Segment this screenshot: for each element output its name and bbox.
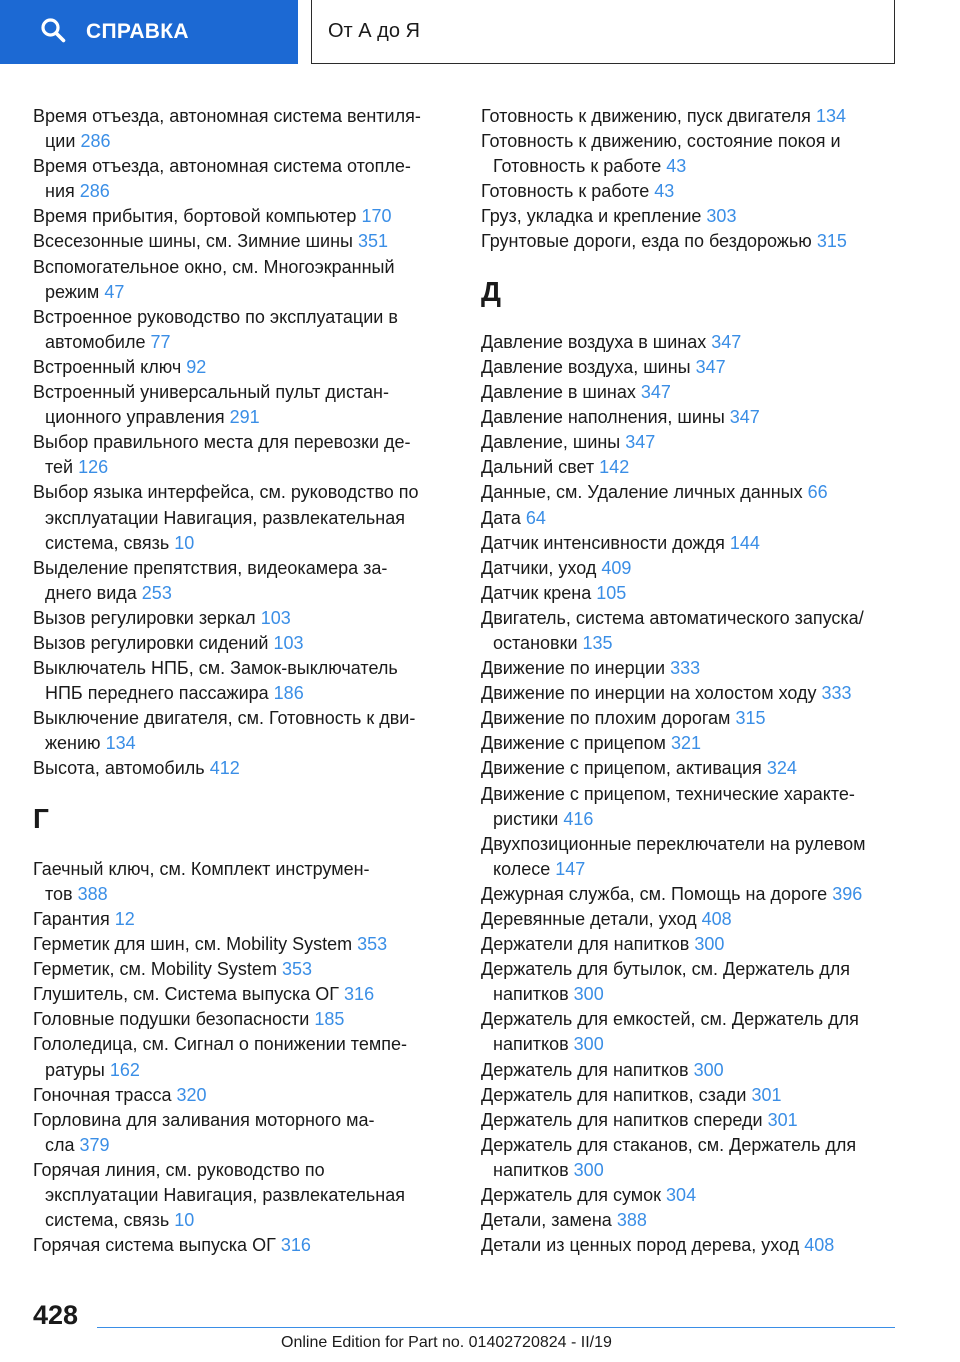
index-entry bbox=[481, 531, 901, 556]
index-entry bbox=[481, 129, 901, 179]
index-entry-text: Движение по инерции на холостом ходу bbox=[481, 683, 817, 704]
page-link[interactable]: 186 bbox=[273, 683, 304, 704]
index-entry-text: Деревянные детали, уход bbox=[481, 909, 697, 929]
index-entry-text: Готовность к работе bbox=[481, 181, 650, 202]
index-entry bbox=[481, 656, 901, 681]
page-link[interactable]: 64 bbox=[525, 507, 546, 528]
page-link[interactable]: 126 bbox=[78, 457, 109, 478]
index-entry bbox=[481, 229, 901, 254]
page-link[interactable]: 286 bbox=[79, 181, 110, 202]
page-link[interactable]: 142 bbox=[599, 457, 630, 478]
help-label: СПРАВКА bbox=[86, 20, 189, 43]
index-entry-text: Данные, см. Удаление личных данных bbox=[481, 482, 803, 503]
index-entry-text: Держатель для напитков bbox=[481, 1059, 689, 1080]
index-entry-text: Выключатель НПБ, см. Замок-выключатель bbox=[33, 658, 398, 679]
index-entry bbox=[33, 957, 443, 982]
index-entry bbox=[33, 857, 443, 907]
index-entry-text: Время прибытия, бортовой компьютер bbox=[33, 206, 357, 227]
index-entry-text: Датчик интенсивности дождя bbox=[481, 532, 725, 553]
index-entry bbox=[481, 832, 901, 882]
page-link[interactable]: 43 bbox=[666, 156, 687, 177]
index-entry bbox=[33, 1158, 443, 1233]
index-entry bbox=[33, 907, 443, 932]
index-entry-text: Детали, замена bbox=[481, 1210, 612, 1231]
index-entry-text: Выключение двигателя, см. Готовность к дви- bbox=[33, 708, 416, 729]
index-entry-text: Время отъезда, автономная система вентиля- bbox=[33, 106, 421, 126]
help-tab[interactable] bbox=[0, 0, 298, 64]
page-link[interactable]: 105 bbox=[596, 582, 627, 603]
index-entry-text: Держатель для сумок bbox=[481, 1185, 662, 1206]
az-index-tab[interactable] bbox=[311, 0, 895, 64]
index-entry-text: Горловина для заливания моторного ма- bbox=[33, 1109, 375, 1130]
index-entry bbox=[481, 380, 901, 405]
index-entry-continuation: напитков bbox=[493, 1159, 569, 1180]
index-entry bbox=[33, 706, 443, 756]
page-link[interactable]: 320 bbox=[176, 1084, 207, 1105]
page-link[interactable]: 396 bbox=[832, 883, 863, 904]
page-link[interactable]: 347 bbox=[729, 407, 760, 428]
index-entry bbox=[481, 330, 901, 355]
index-entry bbox=[481, 430, 901, 455]
section-gap bbox=[481, 317, 901, 330]
page-link[interactable]: 304 bbox=[666, 1185, 697, 1206]
index-entry bbox=[33, 1108, 443, 1158]
index-entry-text: Всесезонные шины, см. Зимние шины bbox=[33, 231, 353, 252]
page-link[interactable]: 315 bbox=[816, 231, 847, 252]
page-link[interactable]: 316 bbox=[280, 1235, 311, 1256]
page-link[interactable]: 10 bbox=[174, 532, 195, 553]
index-entry-continuation: ции bbox=[45, 131, 76, 152]
index-entry bbox=[33, 982, 443, 1007]
index-entry-text: Держатель для бутылок, см. Держатель для bbox=[481, 959, 850, 980]
page-link[interactable]: 347 bbox=[625, 432, 656, 453]
index-entry bbox=[33, 756, 443, 781]
index-entry bbox=[481, 1058, 901, 1083]
index-entry-text: Двигатель, система автоматического запуска/ bbox=[481, 607, 864, 628]
index-entry-text: Высота, автомобиль bbox=[33, 758, 205, 779]
index-entry-text: Готовность к движению, пуск двигателя bbox=[481, 106, 811, 126]
index-entry bbox=[481, 1108, 901, 1133]
footer-divider bbox=[97, 1327, 895, 1328]
index-entry bbox=[33, 154, 443, 204]
index-entry-text: Выбор правильного места для перевозки де- bbox=[33, 432, 411, 453]
page-link[interactable]: 353 bbox=[357, 934, 388, 955]
index-entry-text: Выделение препятствия, видеокамера за- bbox=[33, 557, 388, 578]
index-entry bbox=[33, 355, 443, 380]
page-link[interactable]: 333 bbox=[821, 683, 852, 704]
az-index-label: От А до Я bbox=[328, 20, 420, 42]
page-link[interactable]: 416 bbox=[563, 808, 594, 829]
page-link[interactable]: 134 bbox=[815, 106, 846, 126]
index-entry bbox=[33, 631, 443, 656]
page-link[interactable]: 134 bbox=[105, 733, 136, 754]
index-entry-text: Держатель для напитков, сзади bbox=[481, 1084, 747, 1105]
index-entry-text: Гололедица, см. Сигнал о понижении темпе- bbox=[33, 1034, 407, 1055]
page-link[interactable]: 253 bbox=[141, 582, 172, 603]
index-entry bbox=[481, 1007, 901, 1057]
index-entry bbox=[481, 480, 901, 505]
page-link[interactable]: 408 bbox=[701, 909, 732, 929]
footer-edition bbox=[281, 1334, 612, 1352]
page-link[interactable]: 379 bbox=[79, 1134, 110, 1155]
index-entry bbox=[481, 1183, 901, 1208]
page-link[interactable]: 316 bbox=[344, 984, 375, 1005]
page-link[interactable]: 315 bbox=[735, 708, 766, 729]
index-entry-text: Давление в шинах bbox=[481, 382, 636, 403]
index-entry-text: Герметик, см. Mobility System bbox=[33, 959, 277, 980]
page-link[interactable]: 300 bbox=[573, 984, 604, 1005]
index-entry bbox=[481, 782, 901, 832]
index-entry-text: Давление воздуха в шинах bbox=[481, 331, 707, 352]
index-entry-continuation: система, связь bbox=[45, 532, 170, 553]
page-link[interactable]: 300 bbox=[573, 1034, 604, 1055]
index-entry bbox=[481, 1083, 901, 1108]
index-entry bbox=[481, 355, 901, 380]
index-entry bbox=[33, 104, 443, 154]
page-link[interactable]: 388 bbox=[77, 883, 108, 904]
index-entry bbox=[481, 506, 901, 531]
index-entry bbox=[481, 932, 901, 957]
index-entry bbox=[481, 1233, 901, 1258]
index-entry-continuation: автомобиле bbox=[45, 331, 146, 352]
index-entry-continuation: ционного управления bbox=[45, 407, 225, 428]
index-entry bbox=[481, 556, 901, 581]
index-entry bbox=[481, 731, 901, 756]
page-link[interactable]: 286 bbox=[80, 131, 111, 152]
section-gap bbox=[33, 844, 443, 857]
page-link[interactable]: 408 bbox=[804, 1235, 835, 1256]
page-link[interactable]: 347 bbox=[640, 382, 671, 403]
index-entry-text: Дальний свет bbox=[481, 457, 595, 478]
page-link[interactable]: 388 bbox=[616, 1210, 647, 1231]
page-number: 428 bbox=[33, 1300, 79, 1330]
index-entry bbox=[481, 104, 901, 129]
section-letter: Д bbox=[481, 276, 501, 308]
page-link[interactable]: 10 bbox=[174, 1210, 195, 1231]
index-entry-text: Держатель для напитков спереди bbox=[481, 1109, 763, 1130]
index-entry-continuation: ристики bbox=[493, 808, 559, 829]
index-entry-continuation: остановки bbox=[493, 632, 578, 653]
page-link[interactable]: 103 bbox=[260, 607, 291, 628]
index-entry bbox=[33, 556, 443, 606]
index-entry bbox=[33, 480, 443, 555]
section-letter: Г bbox=[33, 803, 49, 835]
index-column-right bbox=[481, 104, 901, 1258]
header bbox=[0, 0, 960, 66]
index-entry bbox=[33, 430, 443, 480]
index-entry bbox=[481, 907, 901, 932]
index-entry-text: Глушитель, см. Система выпуска ОГ bbox=[33, 984, 340, 1005]
index-entry-text: Держатели для напитков bbox=[481, 934, 690, 955]
page-link[interactable]: 301 bbox=[751, 1084, 782, 1105]
index-entry-text: Двухпозиционные переключатели на рулевом bbox=[481, 833, 866, 854]
page-link[interactable]: 300 bbox=[693, 1059, 724, 1080]
page-link[interactable]: 301 bbox=[767, 1109, 798, 1130]
page-link[interactable]: 333 bbox=[670, 658, 701, 679]
index-entry-continuation: эксплуатации Навигация, развлекательная bbox=[45, 1185, 405, 1206]
index-entry-text: Давление воздуха, шины bbox=[481, 356, 691, 377]
index-entry-text: Давление, шины bbox=[481, 432, 621, 453]
index-entry-text: Встроенный универсальный пульт дистан- bbox=[33, 382, 389, 403]
index-entry-text: Гаечный ключ, см. Комплект инструмен- bbox=[33, 858, 370, 879]
index-entry bbox=[481, 581, 901, 606]
index-column-left bbox=[33, 104, 443, 1258]
page-link[interactable]: 43 bbox=[654, 181, 675, 202]
page-link[interactable]: 12 bbox=[114, 909, 135, 929]
index-entry-text: Давление наполнения, шины bbox=[481, 407, 725, 428]
page-link[interactable]: 147 bbox=[555, 858, 586, 879]
index-entry-continuation: тов bbox=[45, 883, 73, 904]
index-entry bbox=[481, 179, 901, 204]
index-entry bbox=[33, 606, 443, 631]
search-icon[interactable] bbox=[40, 17, 66, 48]
index-entry bbox=[481, 756, 901, 781]
index-entry-text: Дата bbox=[481, 507, 521, 528]
page-link[interactable]: 170 bbox=[361, 206, 392, 227]
index-entry-continuation: напитков bbox=[493, 1034, 569, 1055]
page-link[interactable]: 47 bbox=[104, 281, 125, 302]
page-link[interactable]: 324 bbox=[766, 758, 797, 779]
index-entry bbox=[33, 204, 443, 229]
index-entry-text: Датчики, уход bbox=[481, 557, 597, 578]
page-link[interactable]: 303 bbox=[706, 206, 737, 227]
index-entry bbox=[481, 405, 901, 430]
index-entry-text: Держатель для емкостей, см. Держатель для bbox=[481, 1009, 859, 1030]
page-link[interactable]: 353 bbox=[281, 959, 312, 980]
index-entry-text: Датчик крена bbox=[481, 582, 592, 603]
index-entry-text: Грунтовые дороги, езда по бездорожью bbox=[481, 231, 812, 252]
index-entry-text: Движение с прицепом, активация bbox=[481, 758, 762, 779]
index-entry-text: Движение с прицепом, технические характе- bbox=[481, 783, 855, 804]
index-entry-text: Время отъезда, автономная система отопле- bbox=[33, 156, 411, 177]
page-link[interactable]: 185 bbox=[314, 1009, 345, 1030]
page-link[interactable]: 409 bbox=[601, 557, 632, 578]
index-entry-text: Движение по инерции bbox=[481, 658, 666, 679]
index-entry bbox=[33, 229, 443, 254]
index-entry bbox=[33, 1032, 443, 1082]
page-link[interactable]: 351 bbox=[357, 231, 389, 252]
index-entry-text: Детали из ценных пород дерева, уход bbox=[481, 1235, 800, 1256]
index-entry bbox=[481, 1133, 901, 1183]
page-link[interactable]: 144 bbox=[729, 532, 760, 553]
index-entry-text: Дежурная служба, см. Помощь на дороге bbox=[481, 883, 828, 904]
page-link[interactable]: 162 bbox=[109, 1059, 140, 1080]
index-entry-text: Движение по плохим дорогам bbox=[481, 708, 731, 729]
index-entry-continuation: НПБ переднего пассажира bbox=[45, 683, 269, 704]
index-entry-continuation: напитков bbox=[493, 984, 569, 1005]
index-entry bbox=[481, 706, 901, 731]
index-entry-text: Герметик для шин, см. Mobility System bbox=[33, 934, 353, 955]
index-entry bbox=[33, 932, 443, 957]
index-entry-text: Вспомогательное окно, см. Многоэкранный bbox=[33, 256, 395, 277]
page-link[interactable]: 300 bbox=[573, 1159, 604, 1180]
index-entry bbox=[33, 656, 443, 706]
index-entry bbox=[481, 204, 901, 229]
page-link[interactable]: 77 bbox=[150, 331, 171, 352]
index-entry bbox=[33, 255, 443, 305]
index-entry-continuation: тей bbox=[45, 457, 74, 478]
index-entry-continuation: сла bbox=[45, 1134, 75, 1155]
index-entry-text: Горячая система выпуска ОГ bbox=[33, 1235, 276, 1256]
page-link[interactable]: 92 bbox=[186, 356, 207, 377]
page-link[interactable]: 347 bbox=[711, 331, 742, 352]
index-entry-text: Встроенный ключ bbox=[33, 356, 182, 377]
index-entry-text: Горячая линия, см. руководство по bbox=[33, 1159, 325, 1180]
index-entry bbox=[481, 606, 901, 656]
page-link[interactable]: 347 bbox=[695, 356, 726, 377]
index-entry-text: Гарантия bbox=[33, 909, 110, 929]
page-link[interactable]: 291 bbox=[229, 407, 260, 428]
index-entry-continuation: ратуры bbox=[45, 1059, 105, 1080]
index-entry-text: Гоночная трасса bbox=[33, 1084, 172, 1105]
index-entry-continuation: днего вида bbox=[45, 582, 137, 603]
index-entry bbox=[481, 957, 901, 1007]
index-entry bbox=[33, 380, 443, 430]
index-entry-text: Встроенное руководство по эксплуатации в bbox=[33, 306, 398, 327]
index-entry-continuation: ния bbox=[45, 181, 75, 202]
index-entry-continuation: эксплуатации Навигация, развлекательная bbox=[45, 507, 405, 528]
page-link[interactable]: 300 bbox=[694, 934, 725, 955]
index-entry-text: Вызов регулировки зеркал bbox=[33, 607, 256, 628]
index-entry-text: Головные подушки безопасности bbox=[33, 1009, 310, 1030]
index-entry-text: Держатель для стаканов, см. Держатель для bbox=[481, 1134, 857, 1155]
index-entry bbox=[33, 1083, 443, 1108]
index-entry bbox=[33, 1233, 443, 1258]
index-entry-continuation: жению bbox=[45, 733, 101, 754]
index-entry bbox=[33, 1007, 443, 1032]
page-link[interactable]: 66 bbox=[807, 482, 828, 503]
index-entry-continuation: колесе bbox=[493, 858, 551, 879]
index-entry-continuation: Готовность к работе bbox=[493, 156, 662, 177]
index-entry bbox=[481, 455, 901, 480]
index-entry bbox=[33, 305, 443, 355]
index-entry bbox=[481, 681, 901, 706]
index-entry-continuation: система, связь bbox=[45, 1210, 170, 1231]
index-entry-text: Груз, укладка и крепление bbox=[481, 206, 702, 227]
page-link[interactable]: 135 bbox=[582, 632, 613, 653]
index-entry-text: Готовность к движению, состояние покоя и bbox=[481, 131, 841, 152]
index-entry bbox=[481, 882, 901, 907]
index-entry bbox=[481, 1208, 901, 1233]
index-entry-text: Выбор языка интерфейса, см. руководство по bbox=[33, 482, 419, 503]
page-link[interactable]: 321 bbox=[670, 733, 701, 754]
page-link[interactable]: 103 bbox=[273, 632, 304, 653]
index-entry-text: Движение с прицепом bbox=[481, 733, 666, 754]
index-entry-continuation: режим bbox=[45, 281, 100, 302]
footer-edition-text: Online Edition for Part no. 01402720824 - II/19 bbox=[281, 1334, 612, 1351]
page-link[interactable]: 412 bbox=[209, 758, 240, 779]
index-entry-text: Вызов регулировки сидений bbox=[33, 632, 269, 653]
